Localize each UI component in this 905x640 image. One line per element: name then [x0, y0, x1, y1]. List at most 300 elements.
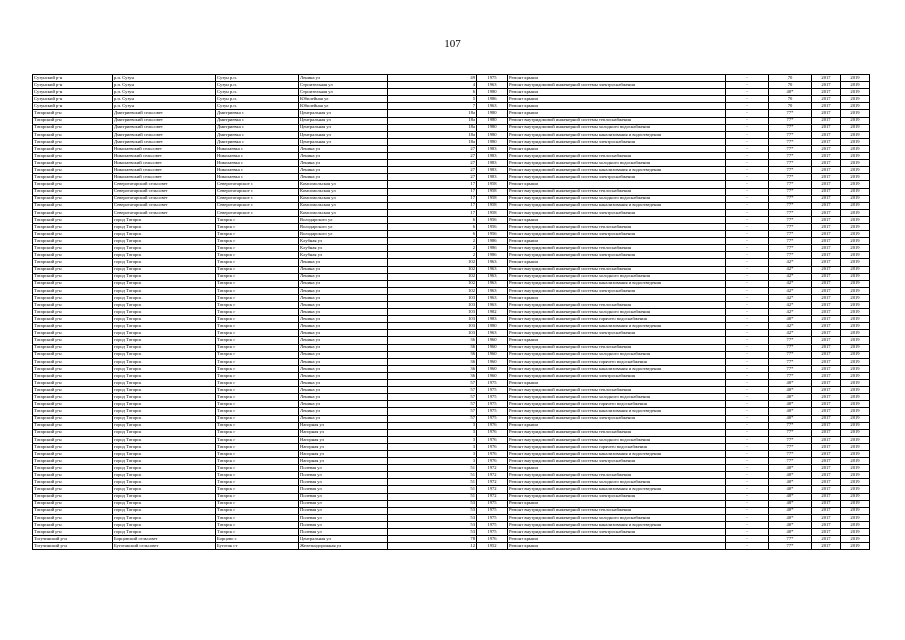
cell-district: Татарский р-н	[33, 351, 113, 358]
cell-street: Ленина ул	[299, 415, 388, 422]
cell-unit: -	[726, 231, 769, 238]
cell-year-end: 2019	[841, 145, 870, 152]
cell-municipality: город Татарск	[113, 287, 216, 294]
cell-municipality: город Татарск	[113, 358, 216, 365]
cell-work-type: Ремонт внутридомовой инженерной системы канализования и водоотведения	[508, 202, 726, 209]
cell-work-type: Ремонт внутридомовой инженерной системы теплоснабжения	[508, 507, 726, 514]
table-row	[33, 458, 870, 465]
cell-year-end: 2019	[841, 174, 870, 181]
cell-build-year: 1956	[477, 223, 508, 230]
cell-street: Ленина ул	[299, 294, 388, 301]
table-row	[33, 358, 870, 365]
cell-year-end: 2019	[841, 273, 870, 280]
cell-build-year: 1958	[477, 209, 508, 216]
cell-unit: -	[726, 344, 769, 351]
cell-settlement: Северотатарское с	[216, 188, 299, 195]
cell-cost: 77*	[769, 422, 812, 429]
cell-year-end: 2019	[841, 536, 870, 543]
cell-house-number: 27	[388, 160, 477, 167]
cell-unit: -	[726, 266, 769, 273]
table-row	[33, 231, 870, 238]
cell-work-type: Ремонт крыши	[508, 500, 726, 507]
cell-settlement: Сузун р.п.	[216, 89, 299, 96]
cell-house-number: 51	[388, 479, 477, 486]
cell-street: Ленина ул	[299, 145, 388, 152]
cell-house-number: 57	[388, 401, 477, 408]
cell-year-end: 2019	[841, 209, 870, 216]
cell-district: Татарский р-н	[33, 188, 113, 195]
cell-municipality: город Татарск	[113, 380, 216, 387]
cell-district: Татарский р-н	[33, 231, 113, 238]
cell-year-end: 2019	[841, 75, 870, 82]
cell-unit: -	[726, 450, 769, 457]
cell-settlement: Северотатарское с	[216, 202, 299, 209]
cell-build-year: 1986	[477, 245, 508, 252]
cell-year-start: 2017	[812, 160, 841, 167]
cell-build-year: 1972	[477, 472, 508, 479]
cell-municipality: Дмитриевский сельсовет	[113, 138, 216, 145]
cell-cost: 77*	[769, 458, 812, 465]
cell-year-start: 2017	[812, 280, 841, 287]
cell-district: Татарский р-н	[33, 472, 113, 479]
cell-year-end: 2019	[841, 458, 870, 465]
capital-repair-table	[32, 74, 870, 550]
cell-year-end: 2019	[841, 493, 870, 500]
cell-work-type: Ремонт внутридомовой инженерной системы теплоснабжения	[508, 266, 726, 273]
cell-unit: -	[726, 351, 769, 358]
cell-municipality: Дмитриевский сельсовет	[113, 131, 216, 138]
cell-work-type: Ремонт внутридомовой инженерной системы теплоснабжения	[508, 188, 726, 195]
cell-district: Татарский р-н	[33, 174, 113, 181]
cell-street: Комсомольская ул	[299, 188, 388, 195]
cell-year-start: 2017	[812, 216, 841, 223]
cell-year-end: 2019	[841, 401, 870, 408]
cell-street: Полевая ул	[299, 507, 388, 514]
cell-unit: -	[726, 110, 769, 117]
cell-district: Татарский р-н	[33, 337, 113, 344]
page-number: 107	[444, 38, 461, 50]
cell-house-number: 102	[388, 259, 477, 266]
cell-year-start: 2017	[812, 365, 841, 372]
cell-year-end: 2019	[841, 422, 870, 429]
cell-cost: 77*	[769, 372, 812, 379]
table-row	[33, 351, 870, 358]
cell-municipality: Николаевский сельсовет	[113, 145, 216, 152]
table-row	[33, 195, 870, 202]
cell-house-number: 2	[388, 252, 477, 259]
cell-district: Татарский р-н	[33, 273, 113, 280]
cell-work-type: Ремонт внутридомовой инженерной системы теплоснабжения	[508, 223, 726, 230]
cell-street: Центральная ул	[299, 110, 388, 117]
cell-municipality: Николаевский сельсовет	[113, 160, 216, 167]
cell-unit: -	[726, 287, 769, 294]
cell-year-end: 2019	[841, 167, 870, 174]
cell-cost: 77*	[769, 223, 812, 230]
cell-cost: 77*	[769, 536, 812, 543]
cell-work-type: Ремонт внутридомовой инженерной системы канализования и водоотведения	[508, 365, 726, 372]
cell-settlement: Татарск г	[216, 358, 299, 365]
table-row	[33, 372, 870, 379]
cell-house-number: 27	[388, 174, 477, 181]
cell-unit: -	[726, 387, 769, 394]
cell-work-type: Ремонт крыши	[508, 465, 726, 472]
cell-year-start: 2017	[812, 202, 841, 209]
cell-build-year: 1975	[477, 500, 508, 507]
table-row	[33, 124, 870, 131]
cell-work-type: Ремонт внутридомовой инженерной системы канализования и водоотведения	[508, 167, 726, 174]
cell-year-end: 2019	[841, 117, 870, 124]
cell-unit: -	[726, 529, 769, 536]
cell-municipality: Николаевский сельсовет	[113, 153, 216, 160]
cell-municipality: город Татарск	[113, 493, 216, 500]
cell-year-start: 2017	[812, 543, 841, 550]
cell-work-type: Ремонт внутридомовой инженерной системы канализования и водоотведения	[508, 486, 726, 493]
cell-build-year: 1960	[477, 351, 508, 358]
cell-settlement: Татарск г	[216, 238, 299, 245]
cell-settlement: Татарск г	[216, 394, 299, 401]
cell-district: Татарский р-н	[33, 124, 113, 131]
cell-house-number: 102	[388, 266, 477, 273]
cell-year-start: 2017	[812, 521, 841, 528]
cell-build-year: 1972	[477, 493, 508, 500]
cell-house-number: 57	[388, 415, 477, 422]
cell-street: Нагорная ул	[299, 458, 388, 465]
cell-municipality: город Татарск	[113, 465, 216, 472]
cell-street: Ленина ул	[299, 302, 388, 309]
cell-cost: 40*	[769, 500, 812, 507]
cell-year-start: 2017	[812, 75, 841, 82]
cell-year-end: 2019	[841, 294, 870, 301]
cell-build-year: 1976	[477, 443, 508, 450]
cell-house-number: 102	[388, 287, 477, 294]
cell-build-year: 1963	[477, 273, 508, 280]
table-row	[33, 252, 870, 259]
cell-municipality: город Татарск	[113, 472, 216, 479]
cell-house-number: 36	[388, 337, 477, 344]
cell-year-end: 2019	[841, 351, 870, 358]
cell-year-start: 2017	[812, 472, 841, 479]
cell-settlement: Татарск г	[216, 266, 299, 273]
cell-work-type: Ремонт внутридомовой инженерной системы электроснабжения	[508, 252, 726, 259]
cell-district: Татарский р-н	[33, 408, 113, 415]
cell-work-type: Ремонт внутридомовой инженерной системы канализования и водоотведения	[508, 280, 726, 287]
cell-street: Ленина ул	[299, 309, 388, 316]
cell-year-end: 2019	[841, 252, 870, 259]
cell-street: Ленина ул	[299, 153, 388, 160]
cell-municipality: город Татарск	[113, 443, 216, 450]
cell-unit: -	[726, 500, 769, 507]
cell-year-start: 2017	[812, 145, 841, 152]
cell-settlement: Татарск г	[216, 500, 299, 507]
cell-house-number: 103	[388, 330, 477, 337]
cell-municipality: город Татарск	[113, 216, 216, 223]
cell-work-type: Ремонт крыши	[508, 294, 726, 301]
cell-work-type: Ремонт крыши	[508, 89, 726, 96]
cell-unit: -	[726, 294, 769, 301]
cell-house-number: 17	[388, 209, 477, 216]
cell-build-year: 1952	[477, 543, 508, 550]
cell-municipality: город Татарск	[113, 351, 216, 358]
cell-year-end: 2019	[841, 365, 870, 372]
cell-work-type: Ремонт внутридомовой инженерной системы теплоснабжения	[508, 429, 726, 436]
cell-year-end: 2019	[841, 153, 870, 160]
cell-build-year: 1975	[477, 380, 508, 387]
cell-settlement: Татарск г	[216, 245, 299, 252]
cell-street: Ленина ул	[299, 287, 388, 294]
cell-year-start: 2017	[812, 450, 841, 457]
table-row	[33, 465, 870, 472]
cell-street: Строительная ул	[299, 89, 388, 96]
cell-year-end: 2019	[841, 266, 870, 273]
table-row	[33, 529, 870, 536]
table-row	[33, 82, 870, 89]
cell-settlement: Татарск г	[216, 280, 299, 287]
cell-cost: 77*	[769, 110, 812, 117]
cell-street: Комсомольская ул	[299, 209, 388, 216]
cell-unit: -	[726, 472, 769, 479]
cell-cost: 70	[769, 75, 812, 82]
cell-year-end: 2019	[841, 238, 870, 245]
cell-municipality: город Татарск	[113, 223, 216, 230]
cell-unit: -	[726, 280, 769, 287]
cell-cost: 77*	[769, 337, 812, 344]
cell-work-type: Ремонт крыши	[508, 181, 726, 188]
cell-year-end: 2019	[841, 287, 870, 294]
cell-cost: 77*	[769, 429, 812, 436]
cell-year-start: 2017	[812, 380, 841, 387]
cell-build-year: 1980	[477, 138, 508, 145]
cell-year-start: 2017	[812, 238, 841, 245]
cell-year-end: 2019	[841, 372, 870, 379]
table-row	[33, 323, 870, 330]
cell-cost: 40*	[769, 465, 812, 472]
cell-cost: 77*	[769, 174, 812, 181]
cell-cost: 40*	[769, 415, 812, 422]
cell-district: Татарский р-н	[33, 266, 113, 273]
cell-unit: -	[726, 273, 769, 280]
cell-unit: -	[726, 429, 769, 436]
cell-settlement: Татарск г	[216, 401, 299, 408]
table-row	[33, 259, 870, 266]
cell-municipality: город Татарск	[113, 394, 216, 401]
table-row	[33, 387, 870, 394]
table-row	[33, 330, 870, 337]
cell-street: Центральная ул	[299, 138, 388, 145]
table-row	[33, 401, 870, 408]
cell-district: Татарский р-н	[33, 422, 113, 429]
cell-build-year: 1975	[477, 75, 508, 82]
table-row	[33, 380, 870, 387]
cell-municipality: город Татарск	[113, 302, 216, 309]
table-row	[33, 394, 870, 401]
cell-street: Юбилейная ул	[299, 96, 388, 103]
cell-unit: -	[726, 415, 769, 422]
cell-build-year: 1982	[477, 309, 508, 316]
cell-house-number: 53	[388, 521, 477, 528]
cell-settlement: Татарск г	[216, 408, 299, 415]
cell-cost: 77*	[769, 138, 812, 145]
cell-cost: 70	[769, 82, 812, 89]
cell-district: Татарский р-н	[33, 316, 113, 323]
cell-unit: -	[726, 216, 769, 223]
cell-house-number: 18а	[388, 110, 477, 117]
table-row	[33, 429, 870, 436]
cell-cost: 40*	[769, 486, 812, 493]
cell-street: Ленина ул	[299, 380, 388, 387]
cell-house-number: 3	[388, 443, 477, 450]
cell-work-type: Ремонт внутридомовой инженерной системы теплоснабжения	[508, 117, 726, 124]
cell-house-number: 57	[388, 394, 477, 401]
cell-district: Татарский р-н	[33, 330, 113, 337]
cell-work-type: Ремонт внутридомовой инженерной системы электроснабжения	[508, 287, 726, 294]
cell-street: Ленина ул	[299, 387, 388, 394]
table-row	[33, 167, 870, 174]
cell-build-year: 1986	[477, 238, 508, 245]
cell-unit: -	[726, 174, 769, 181]
cell-unit: -	[726, 465, 769, 472]
cell-street: Полевая ул	[299, 472, 388, 479]
cell-street: Ленина ул	[299, 394, 388, 401]
cell-street: Ленина ул	[299, 273, 388, 280]
cell-street: Ленина ул	[299, 344, 388, 351]
cell-unit: -	[726, 372, 769, 379]
cell-unit: -	[726, 167, 769, 174]
cell-unit: -	[726, 337, 769, 344]
cell-house-number: 6	[388, 216, 477, 223]
cell-street: Ленина ул	[299, 337, 388, 344]
cell-house-number: 6	[388, 89, 477, 96]
cell-district: Татарский р-н	[33, 344, 113, 351]
cell-build-year: 1963	[477, 82, 508, 89]
cell-work-type: Ремонт внутридомовой инженерной системы электроснабжения	[508, 415, 726, 422]
cell-district: Татарский р-н	[33, 458, 113, 465]
cell-year-start: 2017	[812, 529, 841, 536]
cell-district: Татарский р-н	[33, 202, 113, 209]
cell-work-type: Ремонт крыши	[508, 75, 726, 82]
cell-municipality: город Татарск	[113, 259, 216, 266]
cell-district: Сузунский р-н	[33, 96, 113, 103]
cell-house-number: 53	[388, 500, 477, 507]
cell-street: Полевая ул	[299, 486, 388, 493]
cell-settlement: Дмитриевка с	[216, 124, 299, 131]
cell-settlement: Татарск г	[216, 486, 299, 493]
cell-year-end: 2019	[841, 472, 870, 479]
table-row	[33, 422, 870, 429]
cell-work-type: Ремонт внутридомовой инженерной системы холодного водоснабжения	[508, 394, 726, 401]
cell-municipality: город Татарск	[113, 231, 216, 238]
cell-district: Татарский р-н	[33, 287, 113, 294]
cell-municipality: р.п. Сузун	[113, 75, 216, 82]
cell-district: Сузунский р-н	[33, 103, 113, 110]
table-row	[33, 96, 870, 103]
cell-year-end: 2019	[841, 380, 870, 387]
cell-year-end: 2019	[841, 138, 870, 145]
cell-settlement: Татарск г	[216, 223, 299, 230]
cell-work-type: Ремонт внутридомовой инженерной системы холодного водоснабжения	[508, 514, 726, 521]
cell-settlement: Татарск г	[216, 309, 299, 316]
cell-district: Татарский р-н	[33, 387, 113, 394]
cell-cost: 77*	[769, 209, 812, 216]
cell-build-year: 1960	[477, 344, 508, 351]
cell-cost: 40*	[769, 514, 812, 521]
cell-district: Татарский р-н	[33, 429, 113, 436]
cell-build-year: 1975	[477, 521, 508, 528]
cell-build-year: 1958	[477, 181, 508, 188]
cell-house-number: 17	[388, 195, 477, 202]
cell-municipality: город Татарск	[113, 521, 216, 528]
cell-house-number: 3	[388, 458, 477, 465]
cell-build-year: 1958	[477, 195, 508, 202]
cell-work-type: Ремонт внутридомовой инженерной системы теплоснабжения	[508, 387, 726, 394]
cell-house-number: 18а	[388, 138, 477, 145]
cell-unit: -	[726, 543, 769, 550]
cell-street: Ленина ул	[299, 323, 388, 330]
cell-district: Татарский р-н	[33, 500, 113, 507]
cell-municipality: р.п. Сузун	[113, 96, 216, 103]
cell-cost: 77*	[769, 252, 812, 259]
cell-work-type: Ремонт крыши	[508, 422, 726, 429]
cell-district: Татарский р-н	[33, 365, 113, 372]
cell-house-number: 53	[388, 514, 477, 521]
cell-municipality: Северотатарский сельсовет	[113, 188, 216, 195]
cell-municipality: город Татарск	[113, 507, 216, 514]
cell-district: Татарский р-н	[33, 372, 113, 379]
cell-settlement: Татарск г	[216, 330, 299, 337]
cell-year-end: 2019	[841, 443, 870, 450]
cell-district: Тогучинский р-н	[33, 543, 113, 550]
cell-year-end: 2019	[841, 302, 870, 309]
cell-house-number: 7	[388, 103, 477, 110]
cell-house-number: 57	[388, 387, 477, 394]
cell-municipality: город Татарск	[113, 372, 216, 379]
cell-year-start: 2017	[812, 316, 841, 323]
cell-year-end: 2019	[841, 415, 870, 422]
table-row	[33, 131, 870, 138]
cell-municipality: город Татарск	[113, 316, 216, 323]
cell-build-year: 1963	[477, 259, 508, 266]
cell-cost: 42*	[769, 266, 812, 273]
cell-build-year: 1960	[477, 337, 508, 344]
cell-house-number: 51	[388, 472, 477, 479]
cell-work-type: Ремонт внутридомовой инженерной системы горячего водоснабжения	[508, 401, 726, 408]
table-row	[33, 103, 870, 110]
cell-house-number: 6	[388, 231, 477, 238]
cell-year-start: 2017	[812, 110, 841, 117]
cell-build-year: 1983	[477, 316, 508, 323]
cell-street: Клубная ул	[299, 252, 388, 259]
cell-year-start: 2017	[812, 493, 841, 500]
cell-build-year: 1956	[477, 216, 508, 223]
cell-build-year: 1956	[477, 231, 508, 238]
cell-unit: -	[726, 245, 769, 252]
cell-house-number: 27	[388, 153, 477, 160]
cell-house-number: 17	[388, 188, 477, 195]
cell-municipality: р.п. Сузун	[113, 89, 216, 96]
cell-municipality: р.п. Сузун	[113, 82, 216, 89]
table-row	[33, 507, 870, 514]
table-row	[33, 202, 870, 209]
cell-work-type: Ремонт внутридомовой инженерной системы электроснабжения	[508, 458, 726, 465]
table-row	[33, 309, 870, 316]
cell-settlement: Татарск г	[216, 507, 299, 514]
cell-settlement: Татарск г	[216, 458, 299, 465]
cell-cost: 77*	[769, 202, 812, 209]
cell-work-type: Ремонт внутридомовой инженерной системы теплоснабжения	[508, 344, 726, 351]
cell-house-number: 78	[388, 536, 477, 543]
cell-district: Татарский р-н	[33, 479, 113, 486]
cell-year-start: 2017	[812, 209, 841, 216]
table-row	[33, 365, 870, 372]
